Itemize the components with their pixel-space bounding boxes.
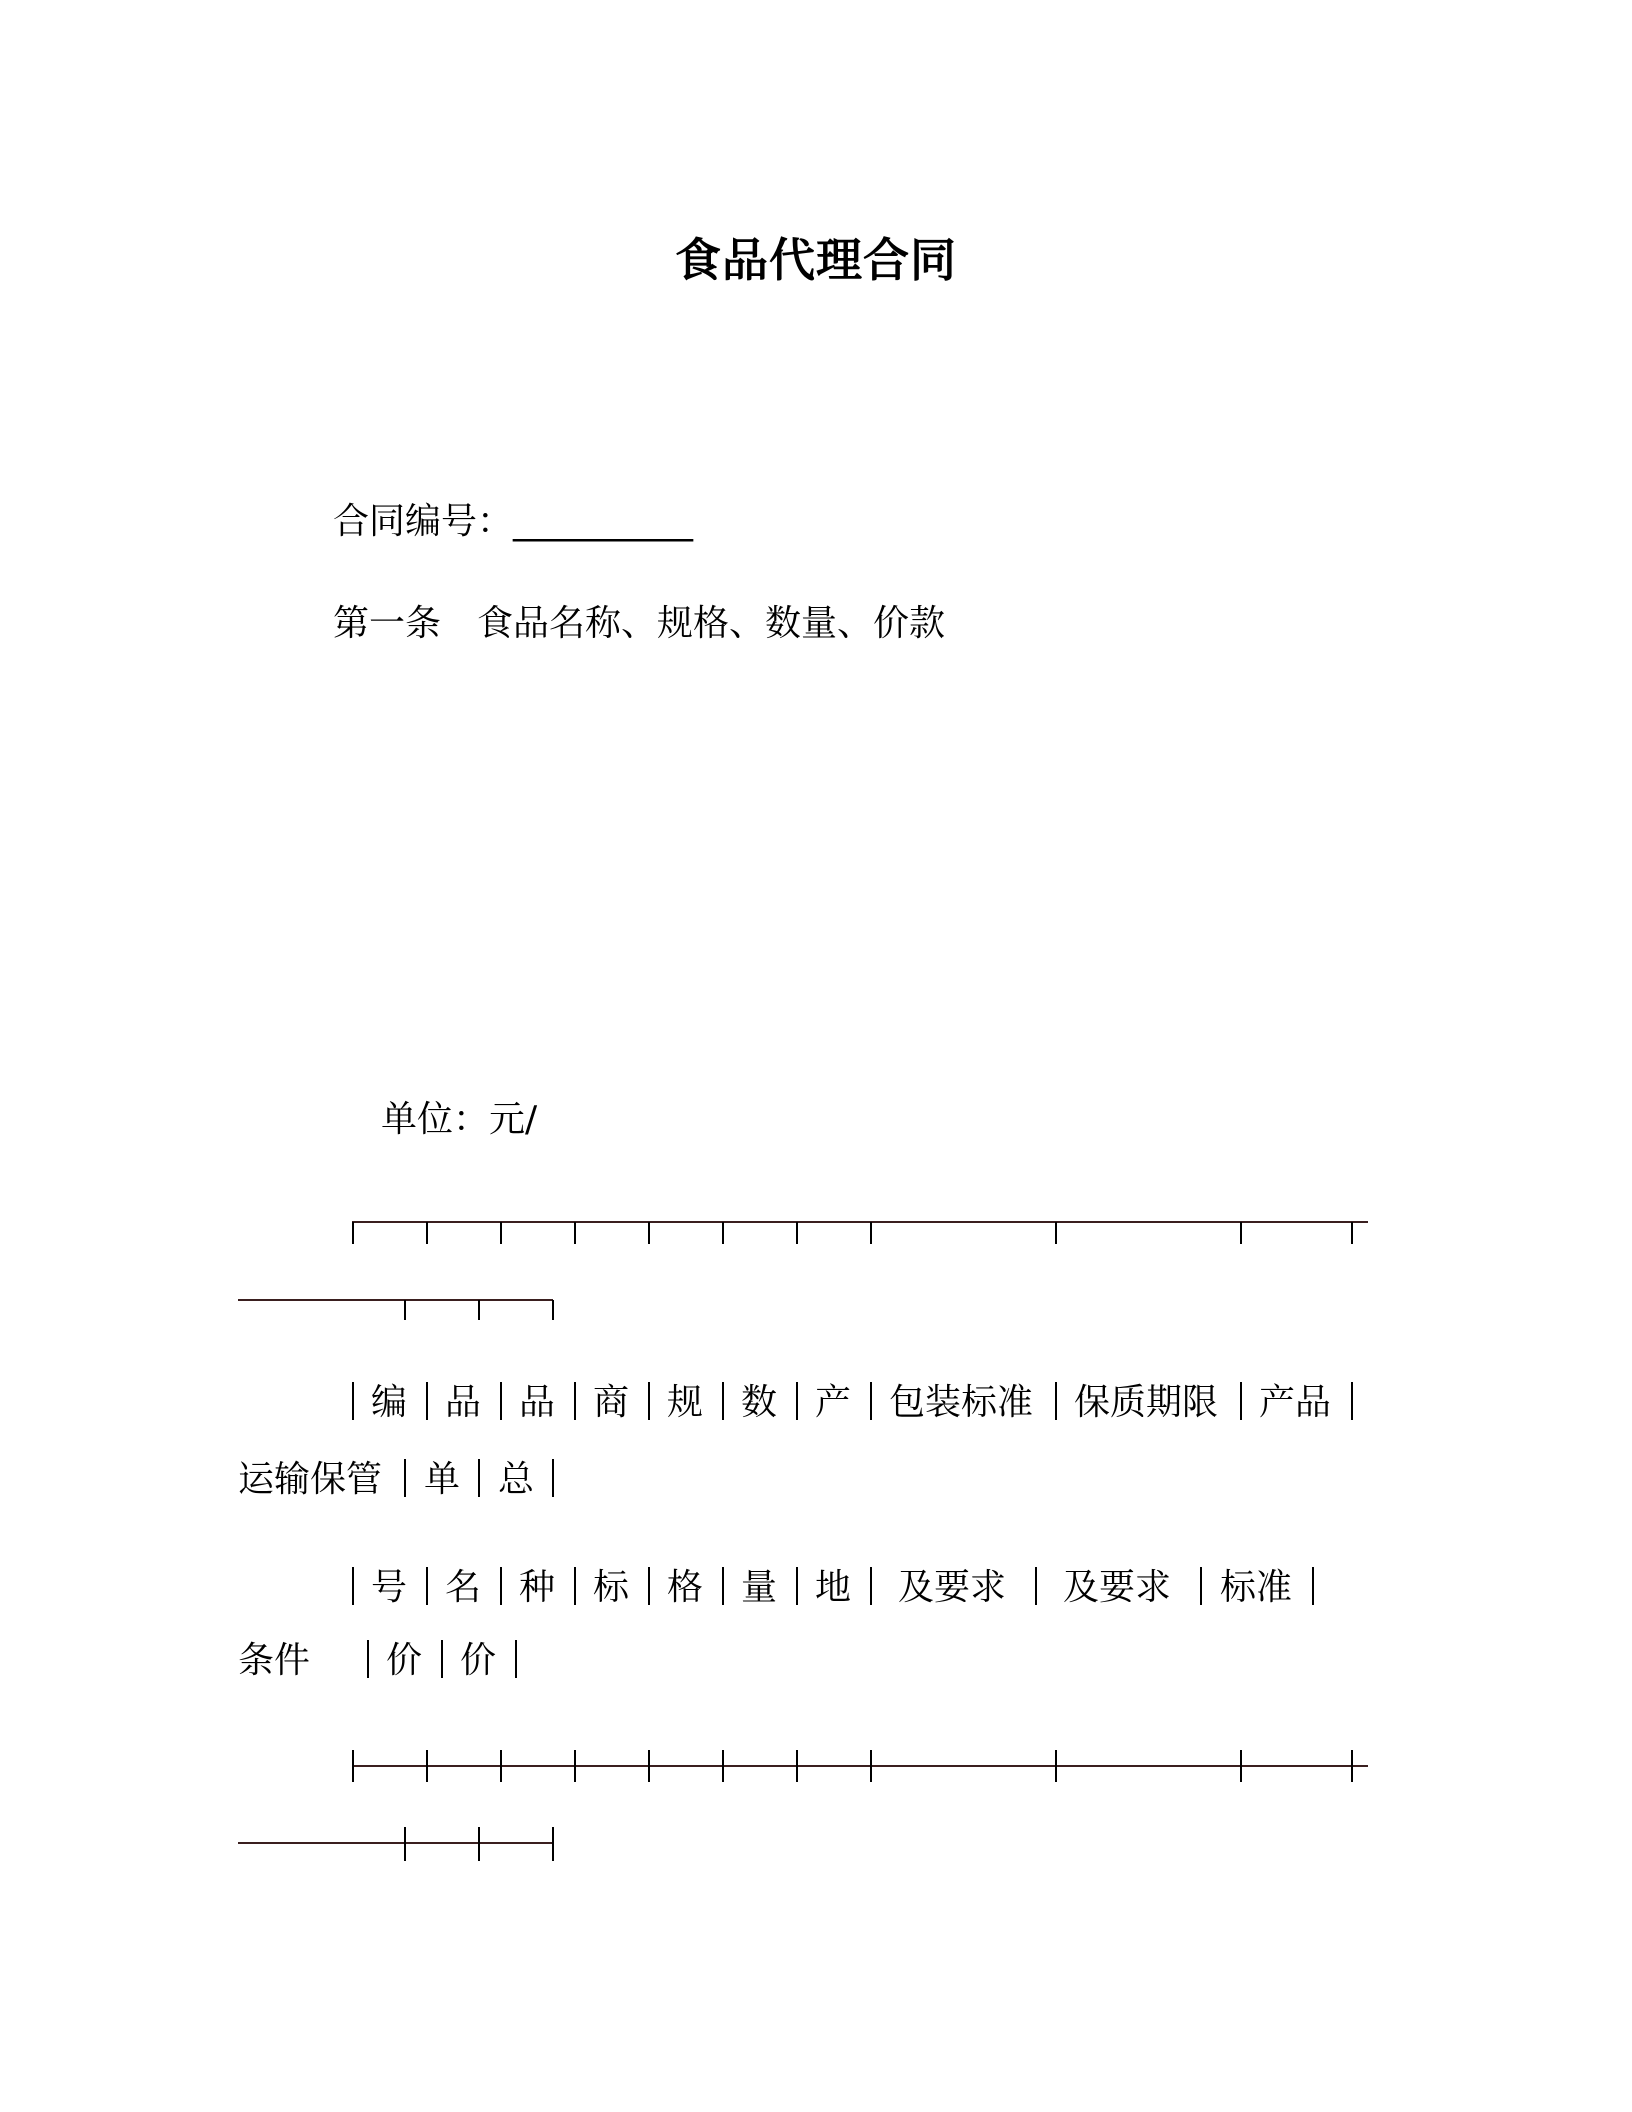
header-cell: 数 [741, 1382, 778, 1423]
header-cell: 规 [667, 1382, 704, 1423]
header-cell: 号 [371, 1567, 408, 1608]
header-cell: 产品 [1259, 1382, 1332, 1423]
header-cell: 单 [424, 1459, 461, 1500]
header-cell: 及要求 [898, 1567, 1007, 1608]
header-cell: 量 [741, 1567, 778, 1608]
header-cell: 编 [371, 1382, 408, 1423]
header-cell: 地 [815, 1567, 852, 1608]
header-cell: 运输保管 [238, 1459, 383, 1500]
header-cell: 产 [815, 1382, 852, 1423]
unit-label: 单位：元/ [381, 1099, 538, 1140]
header-cell: 种 [519, 1567, 556, 1608]
contract-number-label: 合同编号： [333, 501, 514, 542]
header-cell: 格 [667, 1567, 704, 1608]
header-cell: 品 [445, 1382, 482, 1423]
header-cell: 商 [593, 1382, 630, 1423]
header-cell: 名 [445, 1567, 482, 1608]
header-cell: 标准 [1220, 1567, 1293, 1608]
header-cell: 保质期限 [1074, 1382, 1219, 1423]
header-cell: 标 [593, 1567, 630, 1608]
header-cell: 包装标准 [889, 1382, 1034, 1423]
header-cell: 价 [386, 1640, 423, 1681]
header-cell: 条件 [238, 1640, 311, 1681]
document-title: 食品代理合同 [675, 233, 957, 287]
top-rule-wrap-ticks [405, 1300, 553, 1320]
header-cell: 及要求 [1063, 1567, 1172, 1608]
top-rule-ticks [353, 1222, 1352, 1244]
article-1-heading: 第一条 食品名称、规格、数量、价款 [333, 603, 946, 644]
header-cell: 价 [460, 1640, 497, 1681]
contract-number-blank: __________ [513, 501, 694, 542]
header-cell: 品 [519, 1382, 556, 1423]
header-cell: 总 [498, 1459, 535, 1500]
